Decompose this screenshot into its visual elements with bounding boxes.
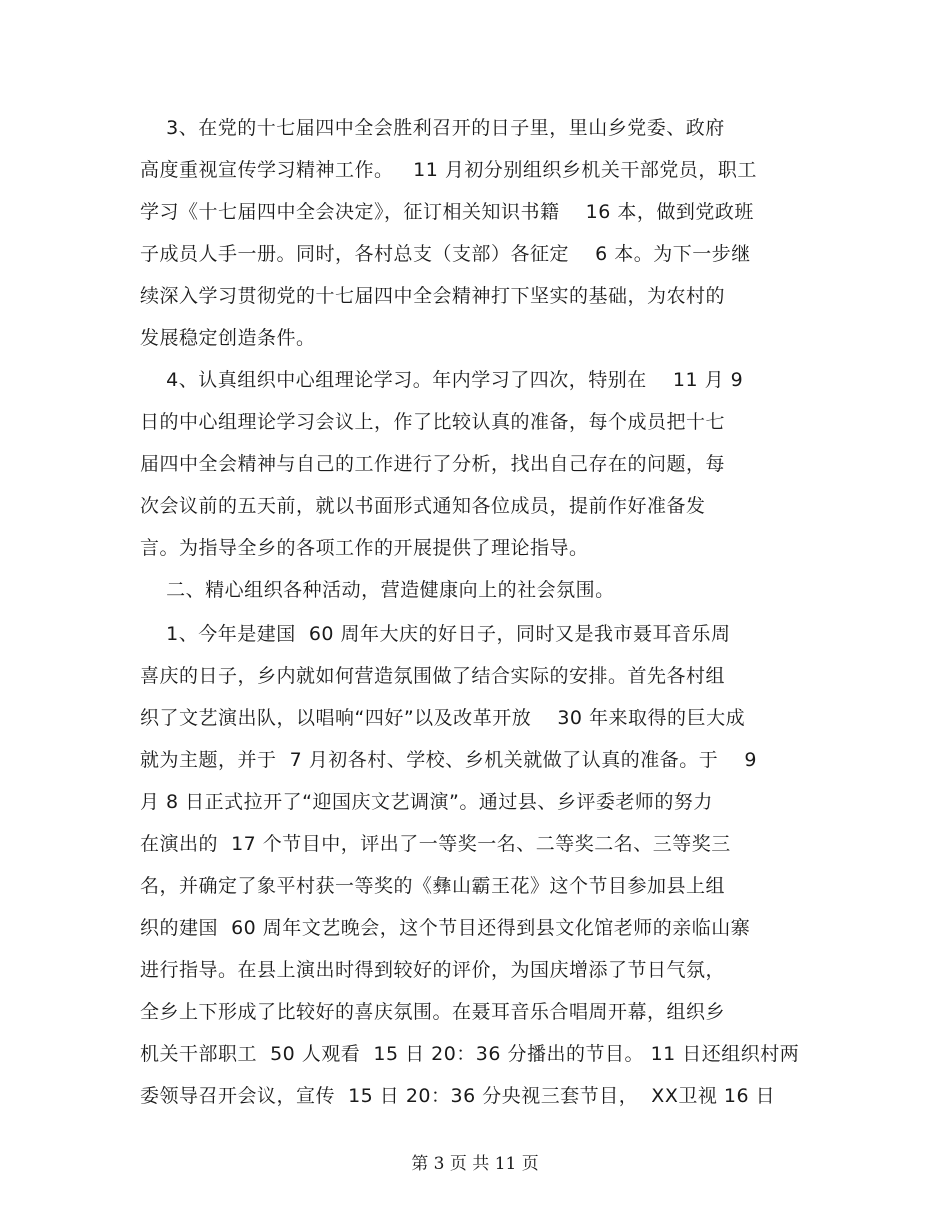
text-line: 进行指导。在县上演出时得到较好的评价，为国庆增添了节日气氛， — [140, 959, 726, 981]
text-line: 子成员人手一册。同时，各村总支（支部）各征定 6 本。为下一步继 — [140, 243, 751, 265]
text-line: 届四中全会精神与自己的工作进行了分析，找出自己存在的问题，每 — [140, 453, 726, 475]
text-line: 日的中心组理论学习会议上，作了比较认真的准备，每个成员把十七 — [140, 411, 726, 433]
text-line: 就为主题，并于 7 月初各村、学校、乡机关就做了认真的准备。于 9 — [140, 749, 757, 771]
text-line: 学习《十七届四中全会决定》，征订相关知识书籍 16 本，做到党政班 — [140, 201, 754, 223]
text-line: 次会议前的五天前，就以书面形式通知各位成员，提前作好准备发 — [140, 495, 706, 517]
text-line: 委领导召开会议，宣传 15 日 20：36 分央视三套节目， XX卫视 16 日 — [140, 1085, 776, 1107]
section-heading: 二、精心组织各种活动，营造健康向上的社会氛围。 — [140, 579, 615, 601]
text-line: 名，并确定了象平村获一等奖的《彝山霸王花》这个节目参加县上组 — [140, 875, 726, 897]
text-line: 3、在党的十七届四中全会胜利召开的日子里，里山乡党委、政府 — [140, 117, 725, 139]
text-line: 机关干部职工 50 人观看 15 日 20：36 分播出的节目。 11 日还组织村两 — [140, 1043, 800, 1065]
text-line: 全乡上下形成了比较好的喜庆氛围。在聂耳音乐合唱周开幕，组织乡 — [140, 1001, 726, 1023]
text-line: 在演出的 17 个节目中，评出了一等奖一名、二等奖二名、三等奖三 — [140, 833, 731, 855]
text-line: 月 8 日正式拉开了“迎国庆文艺调演”。通过县、乡评委老师的努力 — [140, 791, 713, 813]
text-line: 1、今年是建国 60 周年大庆的好日子，同时又是我市聂耳音乐周 — [140, 623, 731, 645]
text-line: 织了文艺演出队，以唱响“四好”以及改革开放 30 年来取得的巨大成 — [140, 707, 746, 729]
text-line: 续深入学习贯彻党的十七届四中全会精神打下坚实的基础，为农村的 — [140, 285, 726, 307]
page-number-footer: 第 3 页 共 11 页 — [411, 1154, 539, 1174]
text-line: 言。为指导全乡的各项工作的开展提供了理论指导。 — [140, 537, 589, 559]
text-line: 喜庆的日子，乡内就如何营造氛围做了结合实际的安排。首先各村组 — [140, 665, 726, 687]
text-line: 4、认真组织中心组理论学习。年内学习了四次，特别在 11 月 9 — [140, 369, 744, 391]
text-line: 高度重视宣传学习精神工作。 11 月初分别组织乡机关干部党员，职工 — [140, 159, 757, 181]
text-line: 织的建国 60 周年文艺晚会，这个节目还得到县文化馆老师的亲临山寨 — [140, 917, 751, 939]
text-line: 发展稳定创造条件。 — [140, 327, 316, 349]
